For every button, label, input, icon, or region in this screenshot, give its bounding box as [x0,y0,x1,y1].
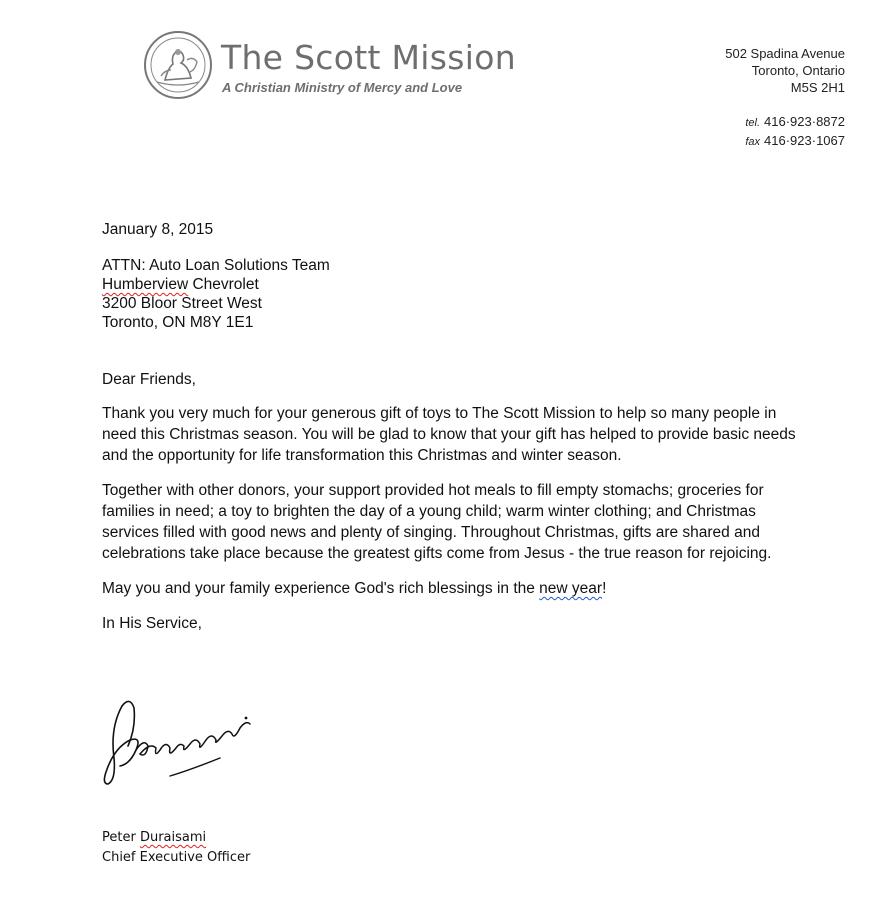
recipient-company-name-b: Chevrolet [188,276,259,293]
mission-seal-icon [143,30,213,100]
handwritten-signature [100,688,260,798]
recipient-city: Toronto, ON M8Y 1E1 [102,314,254,331]
paragraph-blessings [102,578,802,599]
fax-number: 416·923·1067 [764,133,845,148]
paragraph-thanks: Thank you very much for your generous gift of toys to The Scott Mission to help so many people in need this Christmas season. You will be glad to know that your gift has helped to provide basic needs and the opportunity for life transformation this Christmas and winter season. [102,405,796,464]
letter-date: January 8, 2015 [102,221,214,238]
address-line: M5S 2H1 [790,80,845,95]
recipient-company-name-a: Humberview [102,276,189,293]
signer-title: Chief Executive Officer [102,850,251,865]
signer-last-name: Duraisami [139,830,207,845]
paragraph-support: Together with other donors, your support provided hot meals to fill empty stomachs; groceries for families in need; a toy to brighten the day of a young child; warm winter clothing; and Christmas services filled with good news and plenty of singing. Throughout Christmas, gifts are shared and celebrations take place because the greatest gifts come from Jesus - the true reason for rejoicing. [102,482,772,562]
signer-first-name: Peter [102,830,140,845]
address-block [725,45,845,96]
tel-label: tel. [745,117,761,129]
recipient-attention: ATTN: Auto Loan Solutions Team [102,257,330,274]
organization-tagline: A Christian Ministry of Mercy and Love [222,80,463,95]
letter-body [102,219,802,634]
tel-line [745,113,845,132]
letterhead-logo [143,30,543,102]
salutation: Dear Friends, [102,371,196,388]
address-line: Toronto, Ontario [751,63,845,78]
tel-number: 416·923·8872 [764,114,845,129]
organization-name: The Scott Mission [221,38,516,77]
blessings-text-a: May you and your family experience God's rich blessings in the [102,580,540,597]
recipient-company [102,275,802,294]
fax-line [745,132,845,151]
recipient-street: 3200 Bloor Street West [102,295,262,312]
blessings-text-c: ! [602,580,607,597]
signer-name [102,828,250,848]
recipient-block [102,256,802,332]
signer-block [102,828,250,868]
blessings-text-b: new year [539,580,603,597]
fax-label: fax [745,136,761,148]
address-line: 502 Spadina Avenue [725,46,845,61]
closing: In His Service, [102,615,202,632]
contact-block [745,113,845,151]
